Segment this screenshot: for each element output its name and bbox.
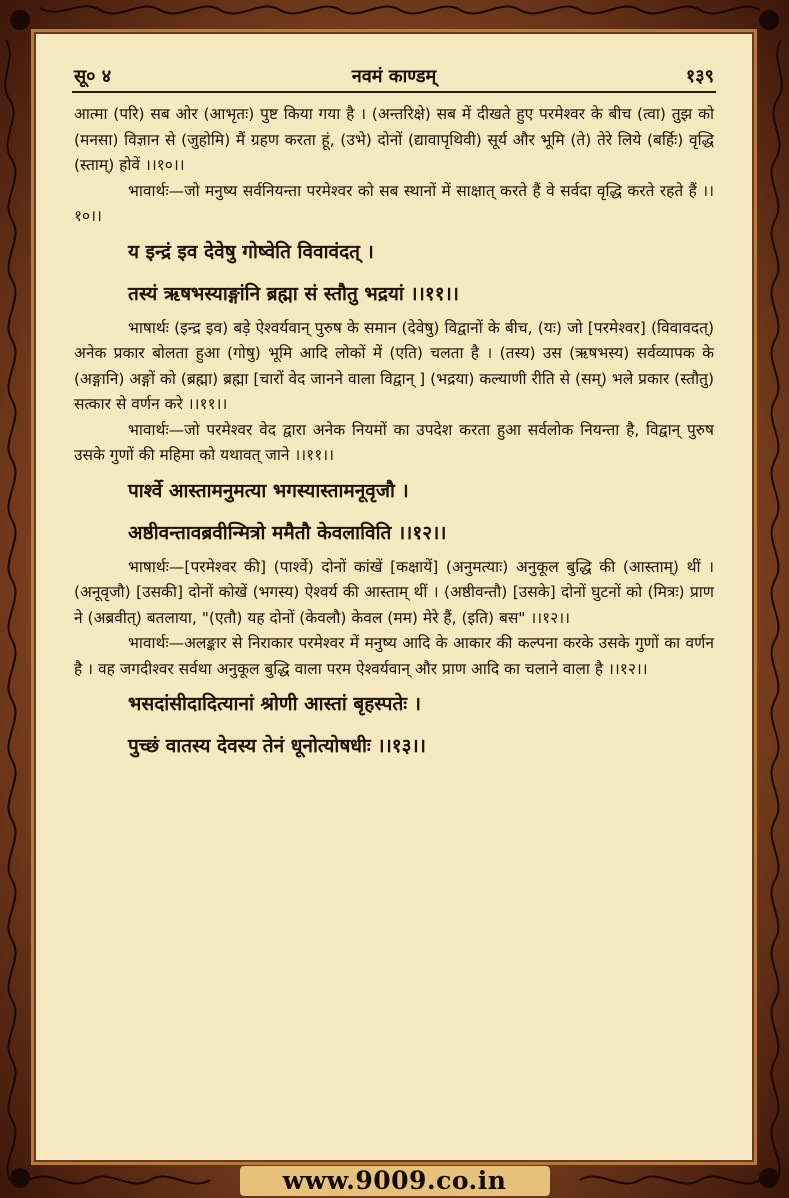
verse-line: पार्श्वे आस्तामनुमत्या भगस्यास्तामनूवृजौ । (128, 479, 409, 502)
verse-line: तस्यं ऋषभस्याङ्गांनि ब्रह्मा सं स्तौतु भद्रयां ।।११।। (128, 282, 459, 305)
verse-line: पुच्छं वातस्य देवस्य तेनं धूनोत्योषधीः ।।१३।। (128, 735, 426, 757)
bhashartha: भाषार्थः (इन्द्र इव) बड़े ऐश्वर्यवान् पुरुष के समान (देवेषु) विद्वानों के बीच, (यः) जो [परमेश्वर] (विवावदत्) अनेक प्रकार बोलता हुआ (गोषु) भूमि आदि लोकों में (एति) चलता है । (तस्य) उस (ऋषभस्य) सर्वव्यापक के (अङ्गानि) अङ्गों को (ब्रह्मा) ब्रह्मा [चारों वेद जानने वाला विद्वान् ] (भद्रया) कल्याणी रीति से (सम्) भले प्रकार (स्तौतु) सत्कार से वर्णन करे ।।११।। (74, 318, 714, 413)
verse-line: भसदांसीदादित्यानां श्रोणी आस्तां बृहस्पतेः । (128, 693, 421, 715)
paragraph: आत्मा (परि) सब ओर (आभृतः) पुष्ट किया गया है । (अन्तरिक्षे) सब में दीखते हुए परमेश्वर के बीच (त्वा) तुझ को (मनसा) विज्ञान से (जुहोमि) मैं ग्रहण करता हूं, (उभे) दोनों (द्यावापृथिवी) सूर्य और भूमि (ते) तेरे लिये (बर्हिः) वृद्धि (स्ताम्) होवें ।।१०।। (74, 105, 714, 174)
bhavartha: भावार्थः—अलङ्कार से निराकार परमेश्वर में मनुष्य आदि के आकार की कल्पना करके उसके गुणों का वर्णन है । वह जगदीश्वर सर्वथा अनुकूल बुद्धि वाला परम ऐश्वर्यवान् और प्राण आदि का चलाने वाला है ।।१२।। (74, 634, 714, 678)
bhavartha: भावार्थः—जो मनुष्य सर्वनियन्ता परमेश्वर को सब स्थानों में साक्षात् करते हैं वे सर्वदा वृद्धि करते रहते हैं ।।१०।। (74, 181, 714, 225)
page-title: नवमं काण्डम् (351, 66, 437, 87)
book-page (34, 32, 754, 1162)
bhashartha: भाषार्थः—[परमेश्वर की] (पार्श्वे) दोनों कांखें [कक्षायें] (अनुमत्याः) अनुकूल बुद्धि की (आस्ताम्) थीं । (अनूवृजौ) [उसकी] दोनों कोखें (भगस्य) ऐश्वर्य की आस्ताम् थीं । (अष्ठीवन्तौ) [उसके] दोनों घुटनों को (मित्रः) प्राण ने (अब्रवीत्) बतलाया, "(एतौ) यह दोनों (केवलौ) केवल (मम) मेरे हैं, (इति) बस" ।।१२।। (74, 557, 714, 627)
header-rule (72, 91, 716, 93)
footer-url: www.9009.co.in (282, 1166, 507, 1195)
verse-line: अष्ठीवन्तावब्रवीन्मित्रो ममैतौ केवलाविति ।।१२।। (128, 521, 447, 544)
bhavartha: भावार्थः—जो परमेश्वर वेद द्वारा अनेक नियमों का उपदेश करता हुआ सर्वलोक नियन्ता है, विद्वान् पुरुष उसके गुणों की महिमा को यथावत् जाने ।।११।। (74, 420, 714, 464)
page-content (74, 102, 714, 768)
verse-line: य इन्द्रं इव देवेषु गोष्वेति विवावंदत् । (128, 240, 374, 263)
sukta-number: सू० ४ (74, 66, 112, 87)
page-header (72, 60, 716, 90)
page-number: १३९ (685, 66, 714, 87)
